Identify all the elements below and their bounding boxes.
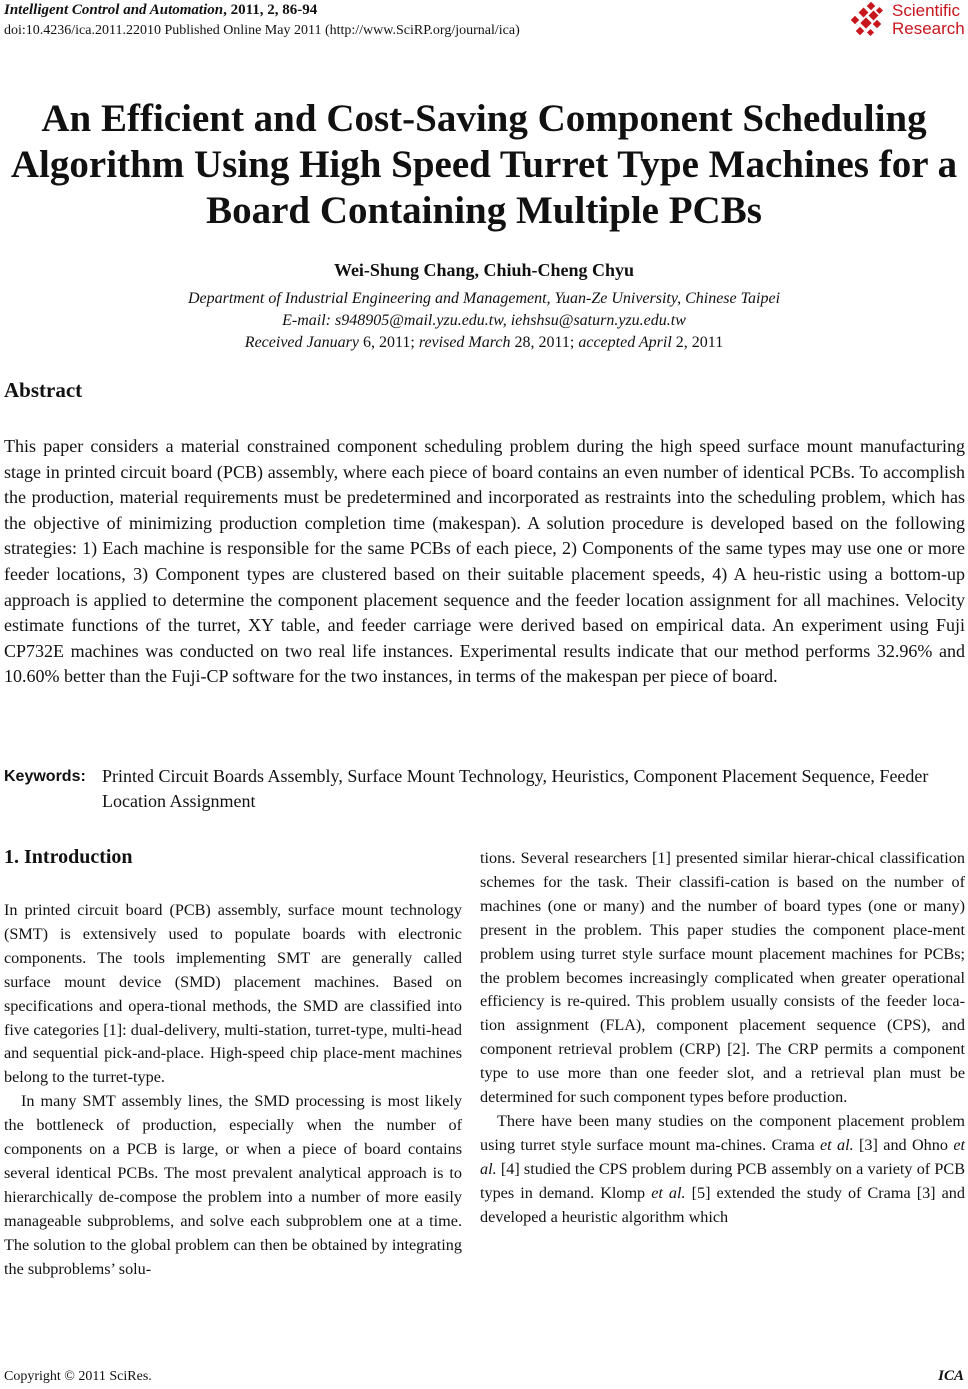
- title-line: Algorithm Using High Speed Turret Type Machines for a: [10, 143, 958, 186]
- paragraph: In printed circuit board (PCB) assembly, surface mount technology (SMT) is extensively used to populate boards with electronic components. The tools implementing SMT are generally called surface mount device (SMD) placement machines. Based on specifications and opera-tional methods, the SMD are classified into five categories [1]: dual-delivery, multi-station, turret-type, multi-head and sequential pick-and-place. High-speed chip place-ment machines belong to the turret-type.: [4, 901, 462, 1087]
- left-column: [4, 899, 462, 1282]
- doi-line: doi:10.4236/ica.2011.22010 Published Online May 2011 (http://www.SciRP.org/journal/ica): [4, 23, 520, 38]
- logo-wordmark: Scientific Research: [892, 1, 965, 38]
- email-addresses: : s948905@mail.yzu.edu.tw, iehshsu@saturn.yzu.edu.tw: [325, 312, 686, 329]
- scirp-logo-icon: [848, 2, 888, 40]
- journal-issue: , 2011, 2, 86-94: [223, 2, 318, 18]
- received-date: 6, 2011;: [358, 334, 419, 351]
- revised-label: revised March: [418, 334, 511, 351]
- journal-abbreviation: ICA: [938, 1368, 964, 1384]
- dates-line: [0, 334, 968, 352]
- section-heading: 1. Introduction: [4, 846, 133, 868]
- journal-citation: [4, 2, 317, 19]
- keywords-label: Keywords:: [4, 768, 86, 785]
- paragraph: In many SMT assembly lines, the SMD processing is most likely the bottleneck of production, especially when the number of components on a PCB is large, or when a piece of board contains several identical PCBs. The most prevalent analytical approach is to hierarchically de-compose the problem into a number of more easily manageable subproblems, and solve each subproblem one at a time. The solution to the global problem can then be obtained by integrating the subproblems’ solu-: [4, 1092, 462, 1278]
- title-line: An Efficient and Cost-Saving Component Scheduling: [41, 97, 927, 140]
- revised-date: 28, 2011;: [510, 334, 579, 351]
- journal-name: Intelligent Control and Automation: [4, 2, 224, 18]
- paragraph: There have been many studies on the component placement problem using turret style surface mount ma-chines. Crama et al. [3] and Ohno et al. [4] studied the CPS problem during PCB assembly on a variety of PCB types in demand. Klomp et al. [5] extended the study of Crama [3] and developed a heuristic algorithm which: [480, 1111, 966, 1226]
- email-label: E-mail: [282, 312, 326, 329]
- keywords-text: Printed Circuit Boards Assembly, Surface Mount Technology, Heuristics, Component Placement Sequence, Feeder Location Assignment: [102, 766, 929, 811]
- right-column: [480, 847, 965, 1230]
- copyright: Copyright © 2011 SciRes.: [4, 1369, 152, 1384]
- paragraph: tions. Several researchers [1] presented similar hierar-chical classification schemes for the task. Their classifi-cation is based on the number of machines (one or many) and the number of board types (one or many) present in the problem. This paper studies the component place-ment problem using turret style surface mount placement machines for PCBs; the problem becomes increasingly complicated when greater operational efficiency is re-quired. This problem usually consists of the feeder loca-tion assignment (FLA), component placement sequence (CPS), and component retrieval problem (CRP) [2]. The CRP permits a component type to use more than one feeder slot, and a retrieval plan must be determined for such component types before production.: [480, 849, 965, 1107]
- paper-title: [10, 96, 958, 234]
- received-label: Received January: [244, 334, 359, 351]
- abstract-heading: Abstract: [4, 378, 83, 402]
- accepted-date: 2, 2011: [671, 334, 724, 351]
- publisher-logo: [848, 0, 966, 44]
- abstract-text: This paper considers a material constrained component scheduling problem during the high speed surface mount manufacturing stage in printed circuit board (PCB) assembly, where each piece of board contains an even number of identical PCBs. To accomplish the production, material requirements must be predetermined and incorporated as restraints into the scheduling problem, which has the objective of minimizing production completion time (makespan). A solution procedure is developed based on the following strategies: 1) Each machine is responsible for the same PCBs of each piece, 2) Components of the same types may use one or more feeder locations, 3) Component types are clustered based on their suitable placement speeds, 4) A heu-ristic using a bottom-up approach is applied to determine the component placement sequence and the feeder location assignment for all machines. Velocity estimate functions of the turret, XY table, and feeder carriage were derived based on empirical data. An experiment using Fuji CP732E machines was conducted on two real life instances. Experimental results indicate that our method performs 32.96% and 10.60% better than the Fuji-CP software for the two instances, in terms of the makespan per piece of board.: [4, 436, 965, 687]
- title-line: Board Containing Multiple PCBs: [206, 189, 762, 232]
- affiliation: Department of Industrial Engineering and Management, Yuan-Ze University, Chinese Taipei: [187, 290, 781, 307]
- author-list: Wei-Shung Chang, Chiuh-Cheng Chyu: [333, 260, 635, 280]
- email-line: [0, 312, 968, 330]
- accepted-label: accepted April: [578, 334, 672, 351]
